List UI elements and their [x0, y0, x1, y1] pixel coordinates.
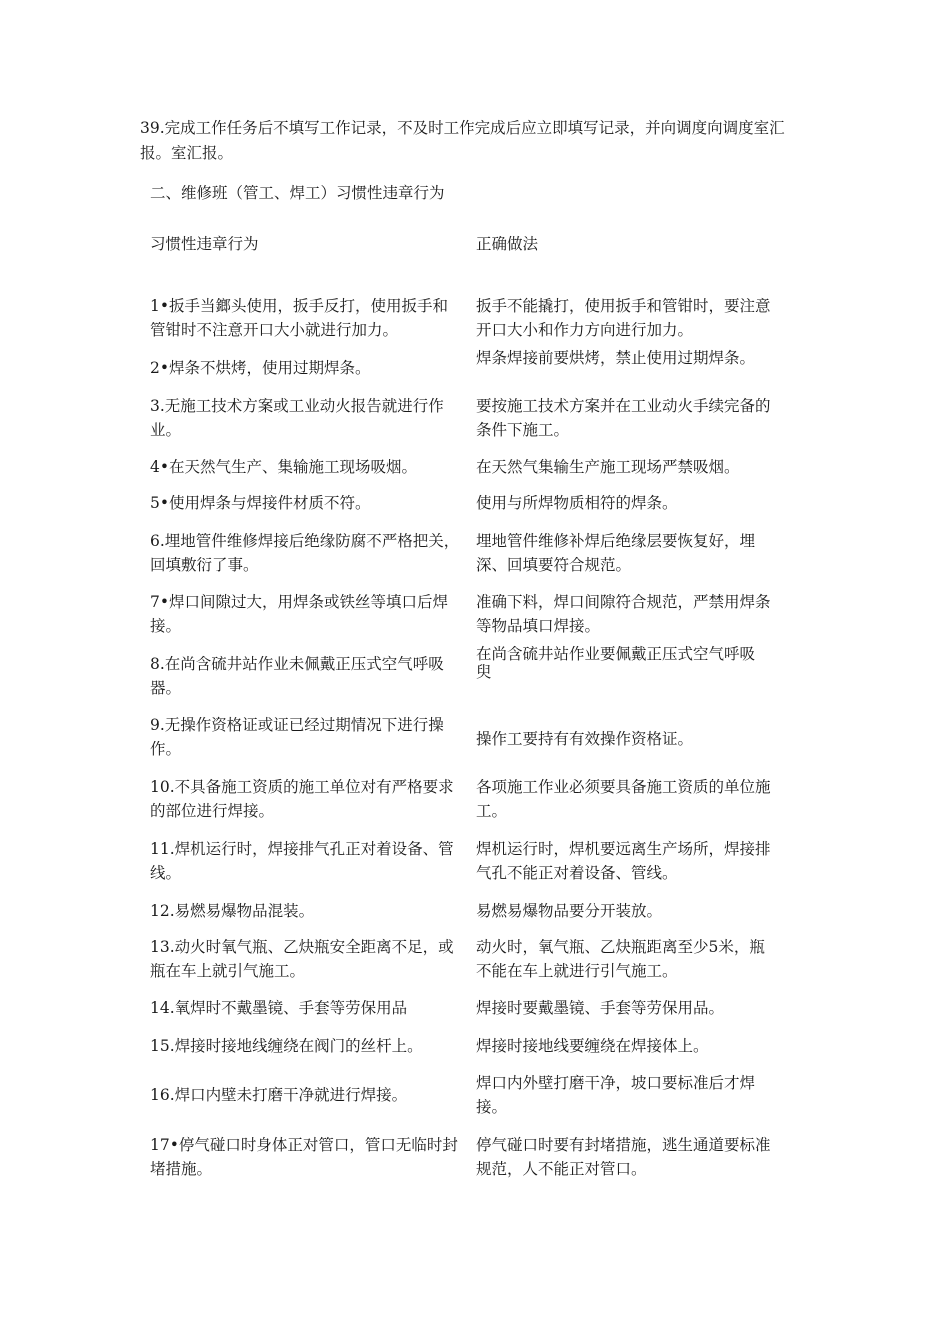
correct-practice-cell: 动火时，氧气瓶、乙炔瓶距离至少5米，瓶不能在车上就进行引气施工。: [476, 938, 765, 980]
correct-practice-cell: 要按施工技术方案并在工业动火手续完备的条件下施工。: [476, 397, 771, 439]
violation-cell: 9.无操作资格证或证已经过期情况下进行操作。: [150, 716, 444, 758]
column-header-correct: 正确做法: [476, 235, 539, 253]
section-title: 二、维修班（管工、焊工）习惯性违章行为: [150, 184, 445, 202]
violation-cell: 11.焊机运行时，焊接排气孔正对着设备、管线。: [150, 840, 454, 882]
violation-cell: 12.易燃易爆物品混装。: [150, 902, 315, 920]
violation-cell: 14.氧焊时不戴墨镜、手套等劳保用品: [150, 999, 408, 1017]
violation-cell: 10.不具备施工资质的施工单位对有严格要求的部位进行焊接。: [150, 778, 454, 820]
correct-practice-cell: 焊接时要戴墨镜、手套等劳保用品。: [476, 999, 725, 1017]
violation-cell: 8.在尚含硫井站作业未佩戴正压式空气呼吸器。: [150, 655, 444, 697]
violation-cell: 6.埋地管件维修焊接后绝缘防腐不严格把关，回填敷衍了事。: [150, 532, 460, 574]
correct-practice-cell: 扳手不能撬打，使用扳手和管钳时，要注意开口大小和作力方向进行加力。: [476, 297, 771, 339]
correct-practice-cell: 准确下料，焊口间隙符合规范，严禁用焊条等物品填口焊接。: [476, 593, 771, 635]
item-39-paragraph: 39.完成工作任务后不填写工作记录，不及时工作完成后应立即填写记录，并向调度向调度室汇报。室汇报。: [140, 119, 785, 162]
correct-practice-cell: 焊口内外壁打磨干净，坡口要标准后才焊接。: [476, 1074, 756, 1116]
correct-practice-cell: 埋地管件维修补焊后绝缘层要恢复好，埋深、回填要符合规范。: [476, 532, 756, 574]
violation-cell: 1•扳手当鎯头使用，扳手反打，使用扳手和管钳时不注意开口大小就进行加力。: [150, 297, 449, 339]
violation-cell: 7•焊口间隙过大，用焊条或铁丝等填口后焊接。: [150, 593, 449, 635]
violation-cell: 5•使用焊条与焊接件材质不符。: [150, 494, 371, 512]
correct-practice-cell: 易燃易爆物品要分开装放。: [476, 902, 663, 920]
correct-practice-cell: 焊接时接地线要缠绕在焊接体上。: [476, 1037, 709, 1055]
violation-cell: 17•停气碰口时身体正对管口，管口无临时封堵措施。: [150, 1136, 458, 1178]
correct-practice-cell: 操作工要持有有效操作资格证。: [476, 730, 694, 748]
violation-cell: 15.焊接时接地线缠绕在阀门的丝杆上。: [150, 1037, 423, 1055]
correct-practice-cell: 各项施工作业必须要具备施工资质的单位施工。: [476, 778, 771, 820]
violation-cell: 4•在天然气生产、集输施工现场吸烟。: [150, 458, 418, 476]
correct-practice-cell: 焊条焊接前要烘烤，禁止使用过期焊条。: [476, 349, 756, 367]
violation-cell: 13.动火时氧气瓶、乙炔瓶安全距离不足，或瓶在车上就引气施工。: [150, 938, 454, 980]
correct-practice-cell: 在尚含硫井站作业要佩戴正压式空气呼吸 臾: [476, 645, 756, 681]
correct-practice-cell: 在天然气集输生产施工现场严禁吸烟。: [476, 458, 740, 476]
correct-practice-cell: 使用与所焊物质相符的焊条。: [476, 494, 678, 512]
violation-cell: 2•焊条不烘烤，使用过期焊条。: [150, 359, 371, 377]
violation-cell: 16.焊口内壁未打磨干净就进行焊接。: [150, 1086, 408, 1104]
correct-practice-cell: 停气碰口时要有封堵措施，逃生通道要标准规范，人不能正对管口。: [476, 1136, 771, 1178]
violation-cell: 3.无施工技术方案或工业动火报告就进行作业。: [150, 397, 444, 439]
correct-practice-cell: 焊机运行时，焊机要远离生产场所，焊接排气孔不能正对着设备、管线。: [476, 840, 771, 882]
column-header-violation: 习惯性违章行为: [150, 235, 259, 253]
